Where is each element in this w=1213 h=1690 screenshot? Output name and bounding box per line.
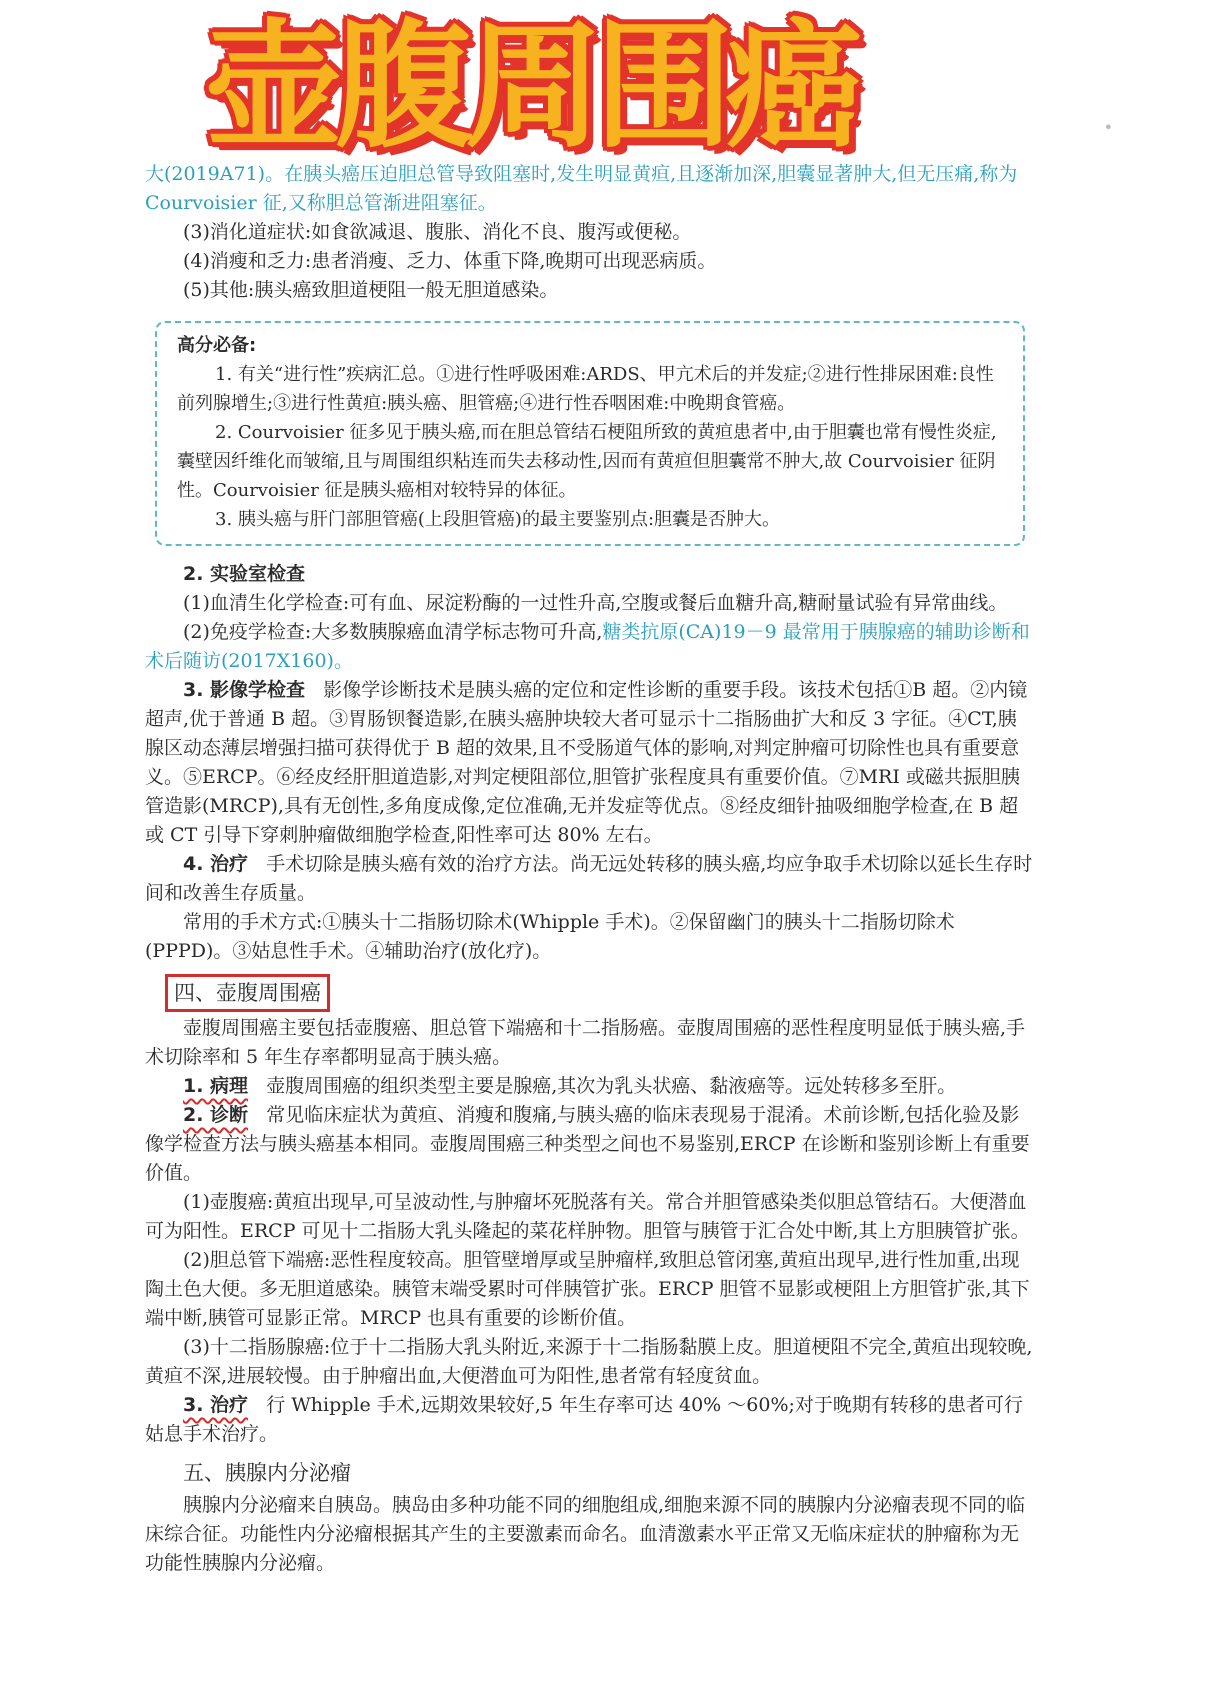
section4-heading: 四、壶腹周围癌 [165,974,330,1012]
diagnosis-heading: 2. 诊断 [183,1104,249,1126]
lab-immunology-highlight: 糖类抗原(CA)19－9 最常用于胰腺癌的辅助诊断和术后随访(2017X160)。 [145,621,1030,672]
document-page [145,160,1035,1578]
treatment-methods: 常用的手术方式:①胰头十二指肠切除术(Whipple 手术)。②保留幽门的胰头十二指肠切除术(PPPD)。③姑息性手术。④辅助治疗(放化疗)。 [145,911,955,962]
diagnosis-duodenal: (3)十二指肠腺癌:位于十二指肠大乳头附近,来源于十二指肠黏膜上皮。胆道梗阻不完全,黄疸出现较晚,黄疸不深,进展较慢。由于肿瘤出血,大便潜血可为阳性,患者常有轻度贫血。 [145,1336,1033,1387]
imaging-paragraph [145,676,1035,850]
section4-heading-row [145,974,1035,1012]
highlight-box [155,321,1025,546]
symptom-weight-loss: (4)消瘦和乏力:患者消瘦、乏力、体重下降,晚期可出现恶病质。 [183,250,717,272]
s4-treatment-text: 行 Whipple 手术,远期效果较好,5 年生存率可达 40% ～60%;对于晚期有转移的患者可行姑息手术治疗。 [145,1394,1023,1445]
pathology-heading: 1. 病理 [183,1075,249,1097]
s4-treatment-paragraph [145,1391,1035,1449]
treatment-heading: 4. 治疗 [183,853,249,875]
s4-treatment-heading: 3. 治疗 [183,1394,249,1416]
imaging-heading: 3. 影像学检查 [183,679,306,701]
diagnosis-paragraph [145,1101,1035,1188]
section5-heading: 五、胰腺内分泌瘤 [183,1461,351,1485]
highlight-item-3: 3. 胰头癌与肝门部胆管癌(上段胆管癌)的最主要鉴别点:胆囊是否肿大。 [215,509,781,530]
banner-title: 壶腹周围癌 [205,6,856,167]
diagnosis-ampulla: (1)壶腹癌:黄疸出现早,可呈波动性,与肿瘤坏死脱落有关。常合并胆管感染类似胆总管结石。大便潜血可为阳性。ERCP 可见十二指肠大乳头隆起的菜花样肿物。胆管与胰管于汇合处中断,其上方胆胰管扩张。 [145,1191,1030,1242]
section4-intro: 壶腹周围癌主要包括壶腹癌、胆总管下端癌和十二指肠癌。壶腹周围癌的恶性程度明显低于胰头癌,手术切除率和 5 年生存率都明显高于胰头癌。 [145,1017,1026,1068]
diagnosis-text: 常见临床症状为黄疸、消瘦和腹痛,与胰头癌的临床表现易于混淆。术前诊断,包括化验及影像学检查方法与胰头癌基本相同。壶腹周围癌三种类型之间也不易鉴别,ERCP 在诊断和鉴别诊断上有重要价值。 [145,1104,1030,1184]
pathology-text: 壶腹周围癌的组织类型主要是腺癌,其次为乳头状癌、黏液癌等。远处转移多至肝。 [266,1075,957,1097]
symptom-other: (5)其他:胰头癌致胆道梗阻一般无胆道感染。 [183,279,559,301]
highlight-item-1: 1. 有关“进行性”疾病汇总。①进行性呼吸困难:ARDS、甲亢术后的并发症;②进行性排尿困难:良性前列腺增生;③进行性黄疸:胰头癌、胆管癌;④进行性吞咽困难:中晚期食管癌。 [177,364,994,414]
treatment-text: 手术切除是胰头癌有效的治疗方法。尚无远处转移的胰头癌,均应争取手术切除以延长生存时间和改善生存质量。 [145,853,1033,904]
intro-paragraph: 大(2019A71)。在胰头癌压迫胆总管导致阻塞时,发生明显黄疸,且逐渐加深,胆囊显著肿大,但无压痛,称为 Courvoisier 征,又称胆总管渐进阻塞征。 [145,163,1018,214]
lab-biochem: (1)血清生化学检查:可有血、尿淀粉酶的一过性升高,空腹或餐后血糖升高,糖耐量试验有异常曲线。 [183,592,1008,614]
title-banner [205,6,905,167]
diagnosis-bile-duct: (2)胆总管下端癌:恶性程度较高。胆管壁增厚或呈肿瘤样,致胆总管闭塞,黄疸出现早,进行性加重,出现陶土色大便。多无胆道感染。胰管末端受累时可伴胰管扩张。ERCP 胆管不显影或梗阻上方胆管扩张,其下端中断,胰管可显影正常。MRCP 也具有重要的诊断价值。 [145,1249,1030,1329]
highlight-box-title: 高分必备: [177,335,257,356]
lab-immunology [145,618,1035,676]
lab-immunology-text: (2)免疫学检查:大多数胰腺癌血清学标志物可升高, [183,621,603,643]
treatment-paragraph [145,850,1035,908]
imaging-text: 影像学诊断技术是胰头癌的定位和定性诊断的重要手段。该技术包括①B 超。②内镜超声,优于普通 B 超。③胃肠钡餐造影,在胰头癌肿块较大者可显示十二指肠曲扩大和反 3 字征。④CT,胰腺区动态薄层增强扫描可获得优于 B 超的效果,且不受肠道气体的影响,对判定肿瘤可切除性也具有重要意义。⑤ERCP。⑥经皮经肝胆道造影,对判定梗阻部位,胆管扩张程度具有重要价值。⑦MRI 或磁共振胆胰管造影(MRCP),具有无创性,多角度成像,定位准确,无并发症等优点。⑧经皮细针抽吸细胞学检查,在 B 超或 CT 引导下穿刺肿瘤做细胞学检查,阳性率可达 80% 左右。 [145,679,1028,846]
section5-text: 胰腺内分泌瘤来自胰岛。胰岛由多种功能不同的细胞组成,细胞来源不同的胰腺内分泌瘤表现不同的临床综合征。功能性内分泌瘤根据其产生的主要激素而命名。血清激素水平正常又无临床症状的肿瘤称为无功能性胰腺内分泌瘤。 [145,1494,1026,1574]
corner-mark: • [1103,118,1113,137]
lab-heading: 2. 实验室检查 [183,563,306,585]
highlight-item-2: 2. Courvoisier 征多见于胰头癌,而在胆总管结石梗阻所致的黄疸患者中,由于胆囊也常有慢性炎症,囊壁因纤维化而皱缩,且与周围组织粘连而失去移动性,因而有黄疸但胆囊常不肿大,故 Courvoisier 征阴性。Courvoisier 征是胰头癌相对较特异的体征。 [177,422,997,501]
pathology-paragraph [145,1072,1035,1101]
symptom-digestive: (3)消化道症状:如食欲减退、腹胀、消化不良、腹泻或便秘。 [183,221,692,243]
